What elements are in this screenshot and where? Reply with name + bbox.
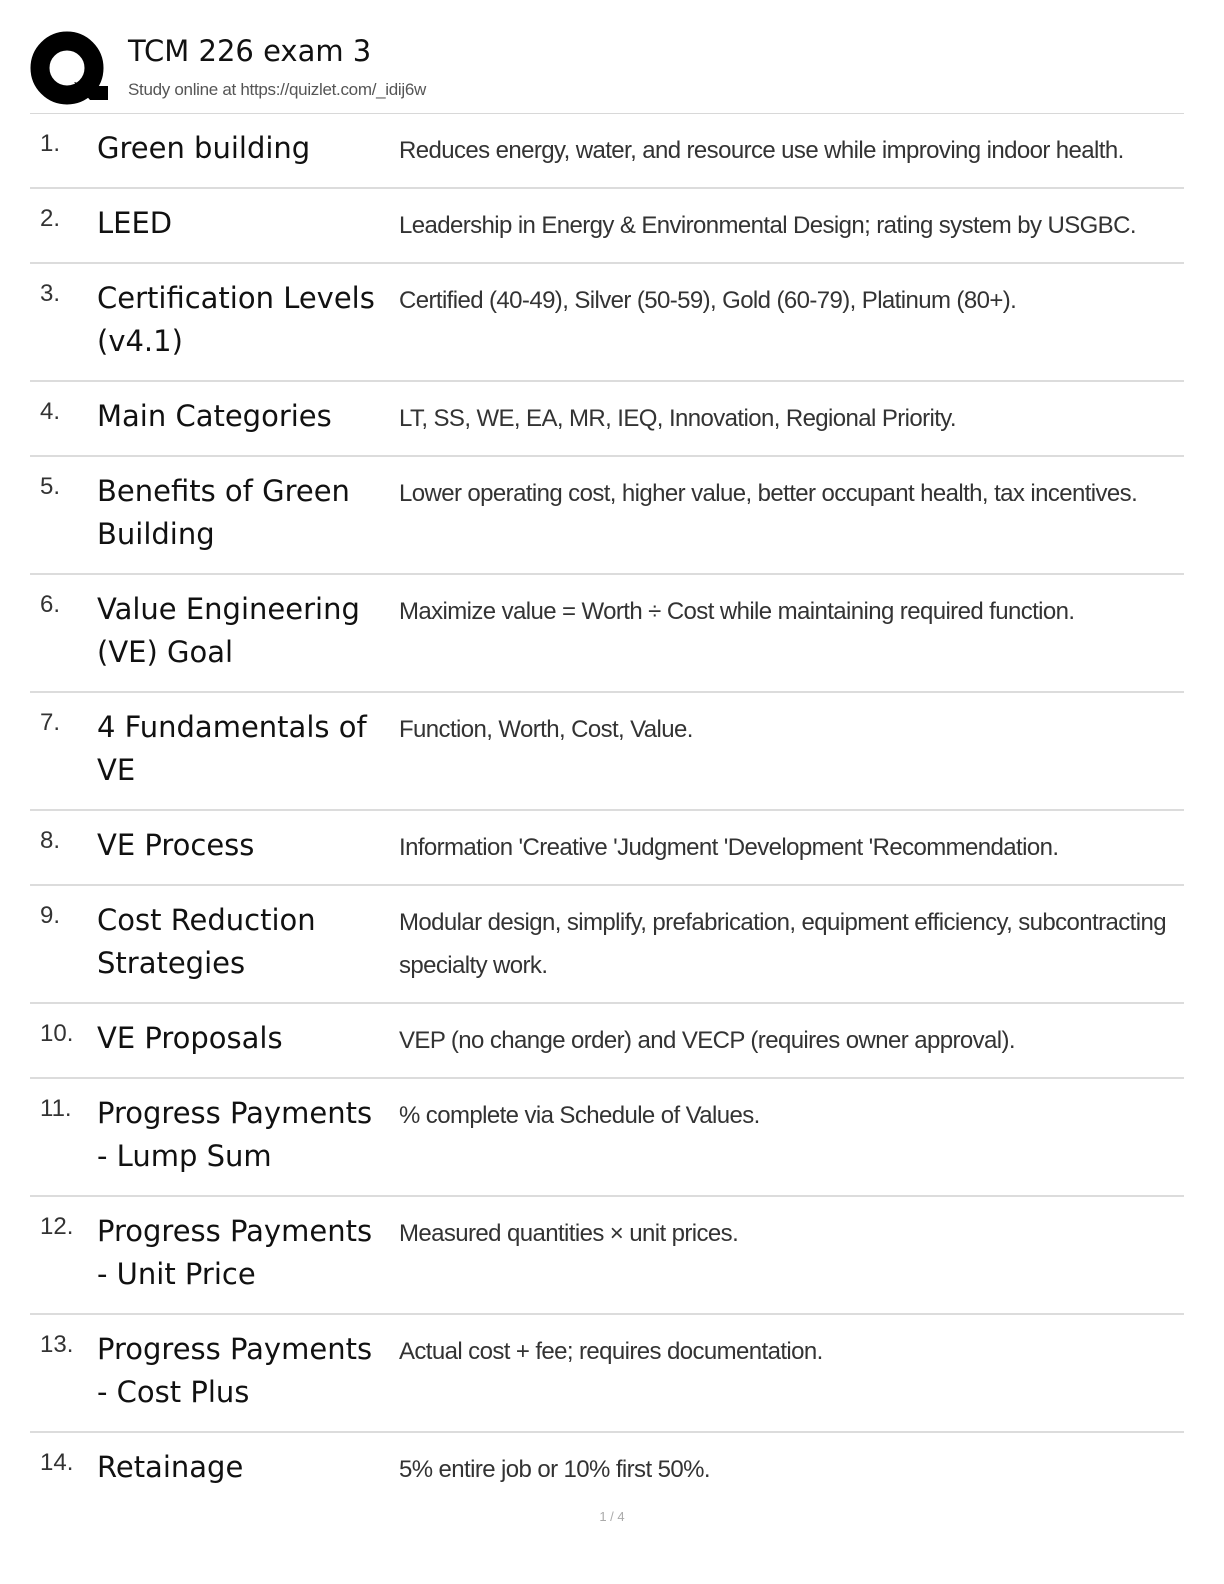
card-definition: Reduces energy, water, and resource use while improving indoor health. — [399, 137, 1124, 164]
flashcard — [30, 693, 1184, 811]
card-number: 11. — [40, 1095, 72, 1122]
flashcard — [30, 1004, 1184, 1079]
card-definition: % complete via Schedule of Values. — [399, 1102, 760, 1129]
card-number: 1. — [40, 130, 61, 157]
card-number: 9. — [40, 902, 61, 929]
card-definition: Measured quantities × unit prices. — [399, 1220, 739, 1247]
flashcard — [30, 575, 1184, 693]
page-title: TCM 226 exam 3 — [128, 34, 372, 68]
card-term: Main Categories — [97, 399, 332, 433]
card-number: 10. — [40, 1020, 74, 1047]
flashcard-list — [30, 114, 1184, 1508]
flashcard — [30, 1079, 1184, 1197]
card-term: Progress Payments - Cost Plus — [97, 1332, 373, 1409]
flashcard — [30, 457, 1184, 575]
card-definition: Actual cost + fee; requires documentation. — [399, 1338, 823, 1365]
card-number: 3. — [40, 280, 61, 307]
card-definition: Maximize value = Worth ÷ Cost while maintaining required function. — [399, 598, 1075, 625]
card-number: 14. — [40, 1449, 74, 1476]
card-definition: Leadership in Energy & Environmental Design; rating system by USGBC. — [399, 212, 1136, 239]
card-term: Green building — [97, 131, 311, 165]
document-header — [30, 28, 1184, 112]
card-number: 8. — [40, 827, 61, 854]
quizlet-logo-icon — [30, 30, 110, 110]
card-definition: Information 'Creative 'Judgment 'Development 'Recommendation. — [399, 834, 1059, 861]
card-term: Benefits of Green Building — [97, 474, 350, 551]
card-number: 5. — [40, 473, 61, 500]
flashcard — [30, 1433, 1184, 1508]
card-term: Certification Levels (v4.1) — [97, 281, 375, 358]
card-number: 4. — [40, 398, 61, 425]
card-term: VE Proposals — [97, 1021, 283, 1055]
card-definition: Lower operating cost, higher value, better occupant health, tax incentives. — [399, 480, 1138, 507]
page-number: 1 / 4 — [599, 1509, 625, 1524]
card-term: Progress Payments - Lump Sum — [97, 1096, 373, 1173]
card-term: VE Process — [97, 828, 255, 862]
flashcard — [30, 1197, 1184, 1315]
flashcard — [30, 886, 1184, 1004]
card-number: 6. — [40, 591, 61, 618]
card-definition: Certified (40-49), Silver (50-59), Gold (60-79), Platinum (80+). — [399, 287, 1017, 314]
card-definition: Modular design, simplify, prefabrication, equipment efficiency, subcontracting specialty work. — [399, 909, 1166, 979]
study-link[interactable]: Study online at https://quizlet.com/_idij6w — [128, 80, 426, 99]
card-term: 4 Fundamentals of VE — [97, 710, 367, 787]
card-term: Progress Payments - Unit Price — [97, 1214, 373, 1291]
flashcard — [30, 114, 1184, 189]
card-number: 13. — [40, 1331, 74, 1358]
flashcard — [30, 811, 1184, 886]
flashcard — [30, 1315, 1184, 1433]
card-number: 2. — [40, 205, 61, 232]
flashcard — [30, 382, 1184, 457]
card-definition: VEP (no change order) and VECP (requires owner approval). — [399, 1027, 1015, 1054]
card-definition: 5% entire job or 10% first 50%. — [399, 1456, 710, 1483]
flashcard — [30, 189, 1184, 264]
card-term: Value Engineering (VE) Goal — [97, 592, 360, 669]
card-number: 12. — [40, 1213, 74, 1240]
card-term: Cost Reduction Strategies — [97, 903, 316, 980]
card-term: Retainage — [97, 1450, 244, 1484]
card-definition: LT, SS, WE, EA, MR, IEQ, Innovation, Regional Priority. — [399, 405, 956, 432]
card-definition: Function, Worth, Cost, Value. — [399, 716, 693, 743]
flashcard — [30, 264, 1184, 382]
card-number: 7. — [40, 709, 61, 736]
card-term: LEED — [97, 206, 173, 240]
